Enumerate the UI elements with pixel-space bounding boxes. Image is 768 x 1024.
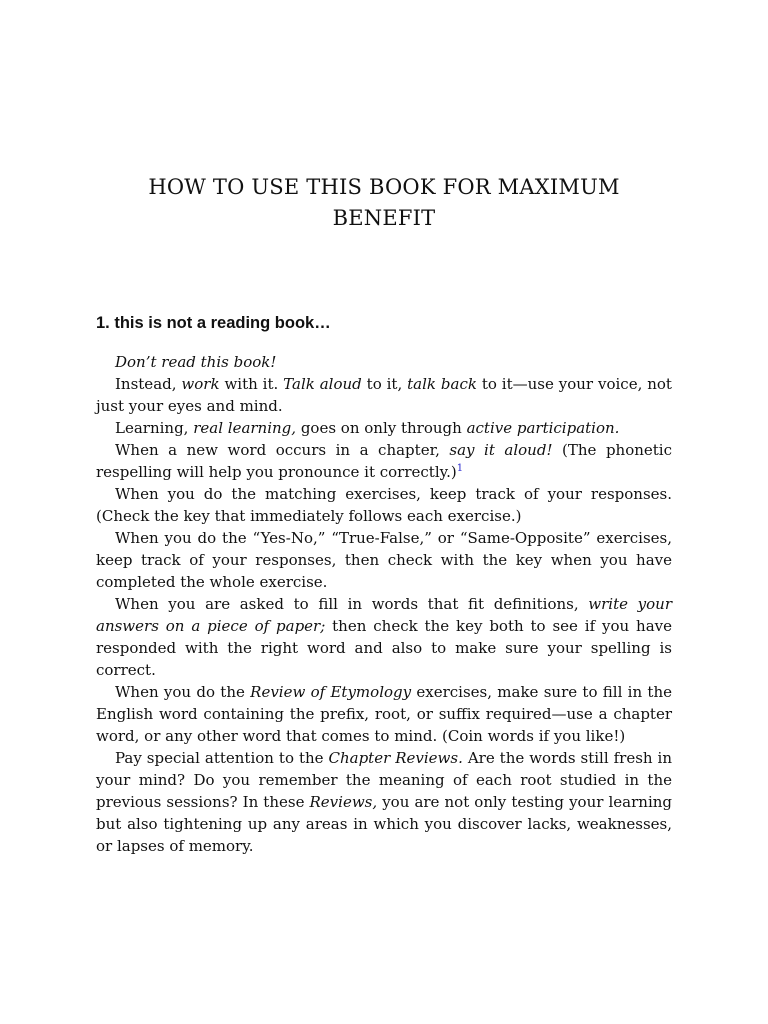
section-heading: 1. this is not a reading book…: [96, 314, 331, 332]
paragraph-text: When you do the “Yes-No,” “True-False,” or “Same-Opposite” exercises, keep track of your responses, then check with the key when you have completed the whole exercise.: [96, 529, 672, 591]
paragraph: [96, 483, 672, 527]
paragraph-text: When you are asked to fill in words that fit definitions,: [115, 595, 589, 613]
paragraph: [96, 439, 672, 483]
paragraph-text: (The phonetic respelling will help you pronounce it correctly.): [96, 441, 672, 481]
page-title: HOW TO USE THIS BOOK FOR MAXIMUM BENEFIT: [148, 175, 620, 230]
body-text: [96, 351, 672, 857]
italic-text: active participation.: [466, 419, 620, 437]
italic-text: Talk aloud: [283, 375, 362, 393]
paragraph-text: Pay special attention to the: [115, 749, 329, 767]
italic-text: say it aloud!: [449, 441, 553, 459]
italic-text: work: [181, 375, 220, 393]
paragraph-text: When you do the matching exercises, keep track of your responses. (Check the key that immediately follows each exercise.): [96, 485, 672, 525]
paragraph-text: exercises, make sure to fill in the English word containing the prefix, root, or suffix required—use a chapter word, or any other word that comes to mind. (Coin words if you like!): [96, 683, 672, 745]
paragraph: [96, 373, 672, 417]
paragraph: [96, 417, 672, 439]
paragraph: [96, 527, 672, 593]
italic-text: Reviews,: [309, 793, 378, 811]
paragraph-text: When a new word occurs in a chapter,: [115, 441, 450, 459]
footnote-link[interactable]: 1: [456, 463, 464, 474]
paragraph-text: Are the words still fresh in your mind? Do you remember the meaning of each root studied in the previous sessions? In these: [96, 749, 672, 811]
paragraph: [96, 747, 672, 857]
italic-text: talk back: [407, 375, 477, 393]
italic-text: Review of Etymology: [250, 683, 412, 701]
paragraph-text: goes on only through: [296, 419, 467, 437]
paragraph-text: to it—use your voice, not just your eyes and mind.: [96, 375, 672, 415]
paragraph: [96, 681, 672, 747]
paragraph-text: to it,: [361, 375, 408, 393]
paragraph-text: you are not only testing your learning but also tightening up any areas in which you discover lacks, weaknesses, or lapses of memory.: [96, 793, 672, 855]
paragraph: [96, 351, 672, 373]
italic-text: real learning,: [193, 419, 297, 437]
italic-text: Don’t read this book!: [115, 353, 277, 371]
paragraph-text: When you do the: [115, 683, 251, 701]
paragraph-text: then check the key both to see if you have responded with the right word and also to make sure your spelling is correct.: [96, 617, 672, 679]
paragraph-text: Instead,: [115, 375, 182, 393]
paragraph-text: with it.: [219, 375, 284, 393]
paragraph: [96, 593, 672, 681]
paragraph-text: Learning,: [115, 419, 194, 437]
italic-text: write your answers on a piece of paper;: [96, 595, 672, 635]
italic-text: Chapter Reviews.: [328, 749, 463, 767]
